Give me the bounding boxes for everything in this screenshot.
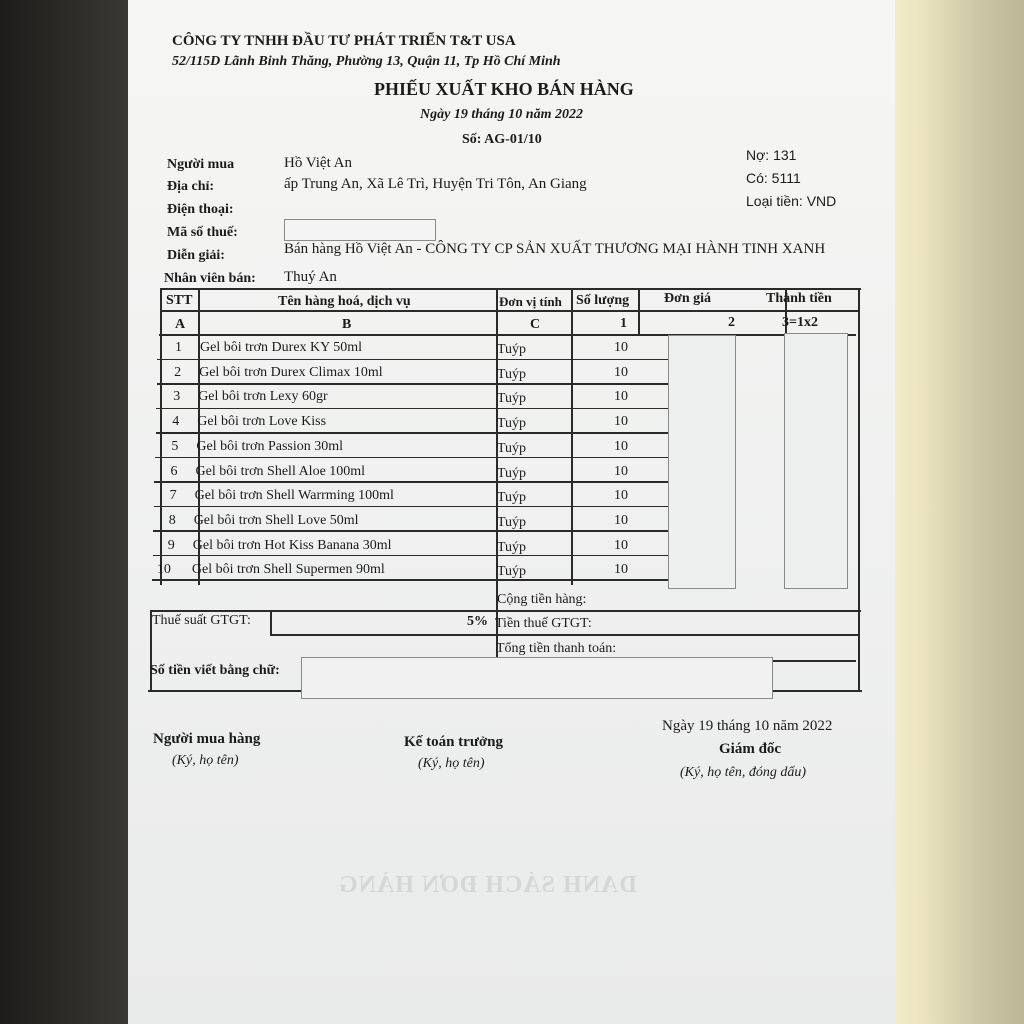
staff-value: Thuý An bbox=[284, 269, 337, 285]
code-unit-price: 2 bbox=[728, 315, 735, 330]
row-stt: 8 bbox=[168, 512, 176, 528]
code-unit: C bbox=[530, 317, 541, 332]
header-item-name: Tên hàng hoá, dịch vụ bbox=[278, 294, 411, 309]
buyer-signature-note: (Ký, họ tên) bbox=[172, 753, 239, 768]
buyer-signature-title: Người mua hàng bbox=[153, 731, 261, 747]
table-rule bbox=[638, 288, 640, 334]
row-unit: Tuýp bbox=[497, 539, 527, 555]
row-unit: Tuýp bbox=[497, 366, 527, 382]
amount-in-words-redacted bbox=[301, 657, 773, 699]
header-stt: STT bbox=[166, 293, 193, 308]
row-item-name: Gel bôi trơn Shell Love 50ml bbox=[193, 512, 359, 528]
description-label: Diễn giải: bbox=[167, 248, 225, 263]
table-rule bbox=[155, 457, 668, 459]
staff-label: Nhân viên bán: bbox=[164, 271, 256, 286]
row-item-name: Gel bôi trơn Durex Climax 10ml bbox=[199, 364, 383, 380]
row-item-name: Gel bôi trơn Durex KY 50ml bbox=[200, 340, 363, 355]
vat-rate-value: 5% bbox=[467, 614, 488, 629]
table-rule bbox=[153, 555, 668, 557]
row-unit: Tuýp bbox=[497, 564, 527, 580]
description-value: Bán hàng Hồ Việt An - CÔNG TY CP SẢN XUẤT THƯƠNG MẠI HÀNH TINH XANH bbox=[284, 241, 826, 257]
vat-amount-label: Tiền thuế GTGT: bbox=[495, 616, 592, 631]
tax-code-label: Mã số thuế: bbox=[167, 225, 238, 240]
row-stt: 5 bbox=[171, 438, 179, 454]
table-rule bbox=[152, 610, 861, 612]
background-dark-left bbox=[0, 0, 128, 1024]
table-rule bbox=[160, 310, 858, 312]
row-item-name: Gel bôi trơn Shell Warrming 100ml bbox=[194, 488, 394, 504]
code-item-name: B bbox=[342, 317, 352, 332]
table-rule bbox=[157, 383, 668, 385]
row-quantity: 10 bbox=[614, 463, 628, 479]
debit-account: Nợ: 131 bbox=[746, 147, 797, 163]
row-quantity: 10 bbox=[614, 340, 628, 355]
row-stt: 9 bbox=[167, 537, 175, 553]
table-rule bbox=[157, 359, 668, 361]
table-rule bbox=[270, 610, 272, 634]
row-item-name: Gel bôi trơn Lexy 60gr bbox=[198, 389, 328, 405]
table-rule bbox=[154, 506, 668, 508]
row-stt: 3 bbox=[173, 389, 181, 405]
row-stt: 10 bbox=[156, 562, 171, 578]
code-amount: 3=1x2 bbox=[782, 315, 818, 330]
buyer-label: Người mua bbox=[167, 157, 235, 172]
signature-date: Ngày 19 tháng 10 năm 2022 bbox=[662, 718, 833, 734]
table-rule bbox=[858, 288, 860, 690]
header-quantity: Số lượng bbox=[576, 293, 630, 308]
row-item-name: Gel bôi trơn Passion 30ml bbox=[196, 438, 344, 454]
unit-price-redacted bbox=[668, 335, 736, 589]
row-stt: 6 bbox=[170, 463, 178, 479]
header-amount: Thành tiền bbox=[766, 291, 832, 306]
accountant-signature-title: Kế toán trưởng bbox=[404, 734, 503, 750]
table-rule bbox=[154, 481, 668, 483]
row-item-name: Gel bôi trơn Shell Supermen 90ml bbox=[191, 562, 385, 578]
company-name: CÔNG TY TNHH ĐẦU TƯ PHÁT TRIỂN T&T USA bbox=[172, 33, 516, 49]
table-rule bbox=[156, 408, 668, 410]
row-unit: Tuýp bbox=[497, 490, 527, 506]
row-quantity: 10 bbox=[614, 562, 628, 578]
row-unit: Tuýp bbox=[497, 391, 527, 407]
bleed-through-text: DANH SÁCH ĐƠN HÀNG bbox=[338, 872, 637, 898]
row-quantity: 10 bbox=[614, 438, 628, 454]
phone-label: Điện thoại: bbox=[167, 202, 234, 217]
row-stt: 2 bbox=[174, 364, 182, 380]
row-unit: Tuýp bbox=[497, 342, 527, 357]
table-rule bbox=[270, 634, 860, 636]
row-stt: 1 bbox=[175, 340, 182, 355]
code-quantity: 1 bbox=[620, 316, 627, 331]
row-stt: 4 bbox=[172, 414, 180, 430]
row-quantity: 10 bbox=[614, 364, 628, 380]
table-rule bbox=[160, 288, 861, 290]
header-unit: Đơn vị tính bbox=[499, 294, 562, 309]
background-paper-edge-right bbox=[895, 0, 1024, 1024]
row-quantity: 10 bbox=[614, 537, 628, 553]
currency-type: Loại tiền: VND bbox=[746, 193, 837, 209]
row-unit: Tuýp bbox=[497, 440, 527, 456]
row-item-name: Gel bôi trơn Love Kiss bbox=[197, 414, 327, 430]
header-unit-price: Đơn giá bbox=[664, 291, 712, 306]
row-item-name: Gel bôi trơn Hot Kiss Banana 30ml bbox=[192, 537, 392, 553]
document-title: PHIẾU XUẤT KHO BÁN HÀNG bbox=[374, 79, 634, 99]
subtotal-label: Cộng tiền hàng: bbox=[497, 592, 587, 607]
row-stt: 7 bbox=[169, 488, 177, 504]
credit-account: Có: 5111 bbox=[746, 170, 801, 186]
vat-rate-label: Thuế suất GTGT: bbox=[152, 613, 251, 628]
row-quantity: 10 bbox=[614, 414, 628, 430]
director-signature-note: (Ký, họ tên, đóng dấu) bbox=[680, 765, 806, 780]
table-rule bbox=[159, 334, 856, 336]
amount-in-words-label: Số tiền viết bằng chữ: bbox=[150, 663, 280, 678]
row-unit: Tuýp bbox=[497, 514, 527, 530]
accountant-signature-note: (Ký, họ tên) bbox=[418, 756, 485, 771]
table-rule bbox=[156, 432, 668, 434]
address-label: Địa chỉ: bbox=[167, 179, 215, 194]
row-unit: Tuýp bbox=[497, 416, 527, 432]
buyer-value: Hồ Việt An bbox=[284, 155, 352, 171]
grand-total-label: Tổng tiền thanh toán: bbox=[496, 641, 617, 656]
table-rule bbox=[153, 530, 668, 532]
row-unit: Tuýp bbox=[497, 465, 527, 481]
document-date: Ngày 19 tháng 10 năm 2022 bbox=[420, 107, 583, 122]
company-address: 52/115D Lãnh Binh Thăng, Phường 13, Quận 11, Tp Hồ Chí Minh bbox=[172, 54, 561, 69]
table-rule bbox=[152, 579, 668, 581]
row-item-name: Gel bôi trơn Shell Aloe 100ml bbox=[195, 463, 366, 479]
amount-redacted bbox=[784, 333, 848, 589]
document-number: Số: AG-01/10 bbox=[462, 132, 542, 147]
tax-code-redacted bbox=[284, 219, 436, 241]
row-quantity: 10 bbox=[614, 512, 628, 528]
table-rule bbox=[571, 288, 573, 585]
row-quantity: 10 bbox=[614, 389, 628, 405]
table-rule bbox=[160, 288, 162, 585]
row-quantity: 10 bbox=[614, 488, 628, 504]
director-signature-title: Giám đốc bbox=[719, 741, 782, 757]
code-stt: A bbox=[175, 317, 186, 332]
address-value: ấp Trung An, Xã Lê Trì, Huyện Tri Tôn, An Giang bbox=[284, 176, 587, 192]
